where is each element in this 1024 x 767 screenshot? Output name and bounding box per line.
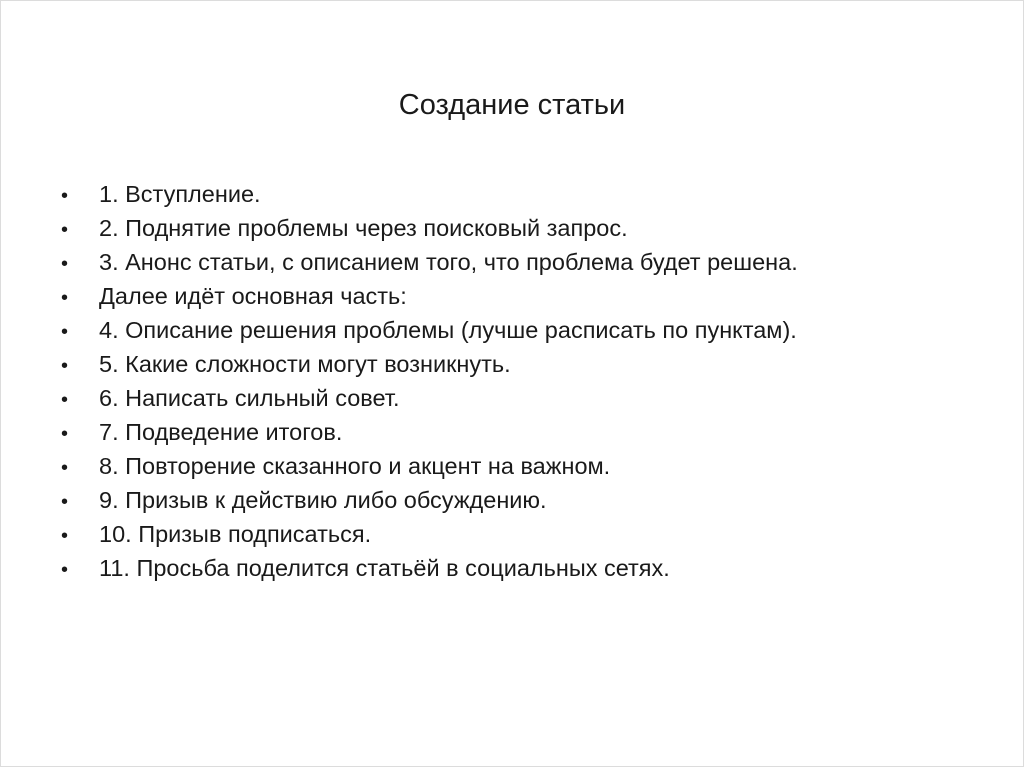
slide-title: Создание статьи <box>398 89 626 121</box>
bullet-icon: • <box>61 491 69 513</box>
list-item <box>61 313 1001 347</box>
bullet-icon: • <box>61 287 69 309</box>
bullet-icon: • <box>61 185 69 207</box>
bullet-icon: • <box>61 457 69 479</box>
bullet-icon: • <box>61 559 69 581</box>
list-item <box>61 279 1001 313</box>
list-item <box>61 517 1001 551</box>
list-item <box>61 211 1001 245</box>
bullet-icon: • <box>61 253 69 275</box>
list-item-text: 1. Вступление. <box>99 181 261 207</box>
bullet-icon: • <box>61 355 69 377</box>
bullet-list <box>61 177 1001 585</box>
bullet-icon: • <box>61 525 69 547</box>
list-item-text: 4. Описание решения проблемы (лучше расписать по пунктам). <box>99 317 797 343</box>
bullet-icon: • <box>61 389 69 411</box>
list-item-text: 11. Просьба поделится статьёй в социальных сетях. <box>99 555 670 581</box>
list-item-text: 9. Призыв к действию либо обсуждению. <box>99 487 547 513</box>
list-item-text: 8. Повторение сказанного и акцент на важном. <box>99 453 611 479</box>
list-item-text: 6. Написать сильный совет. <box>99 385 400 411</box>
list-item <box>61 177 1001 211</box>
list-item <box>61 551 1001 585</box>
bullet-icon: • <box>61 321 69 343</box>
list-item <box>61 347 1001 381</box>
list-item-text: 3. Анонс статьи, с описанием того, что проблема будет решена. <box>99 249 798 275</box>
list-item <box>61 381 1001 415</box>
list-item-text: 2. Поднятие проблемы через поисковый запрос. <box>99 215 628 241</box>
list-item <box>61 483 1001 517</box>
bullet-icon: • <box>61 219 69 241</box>
list-item-text: 10. Призыв подписаться. <box>99 521 372 547</box>
list-item <box>61 245 1001 279</box>
bullet-icon: • <box>61 423 69 445</box>
list-item-text: 7. Подведение итогов. <box>99 419 343 445</box>
list-item <box>61 415 1001 449</box>
list-item-text: 5. Какие сложности могут возникнуть. <box>99 351 511 377</box>
list-item <box>61 449 1001 483</box>
list-item-text: Далее идёт основная часть: <box>99 283 407 309</box>
